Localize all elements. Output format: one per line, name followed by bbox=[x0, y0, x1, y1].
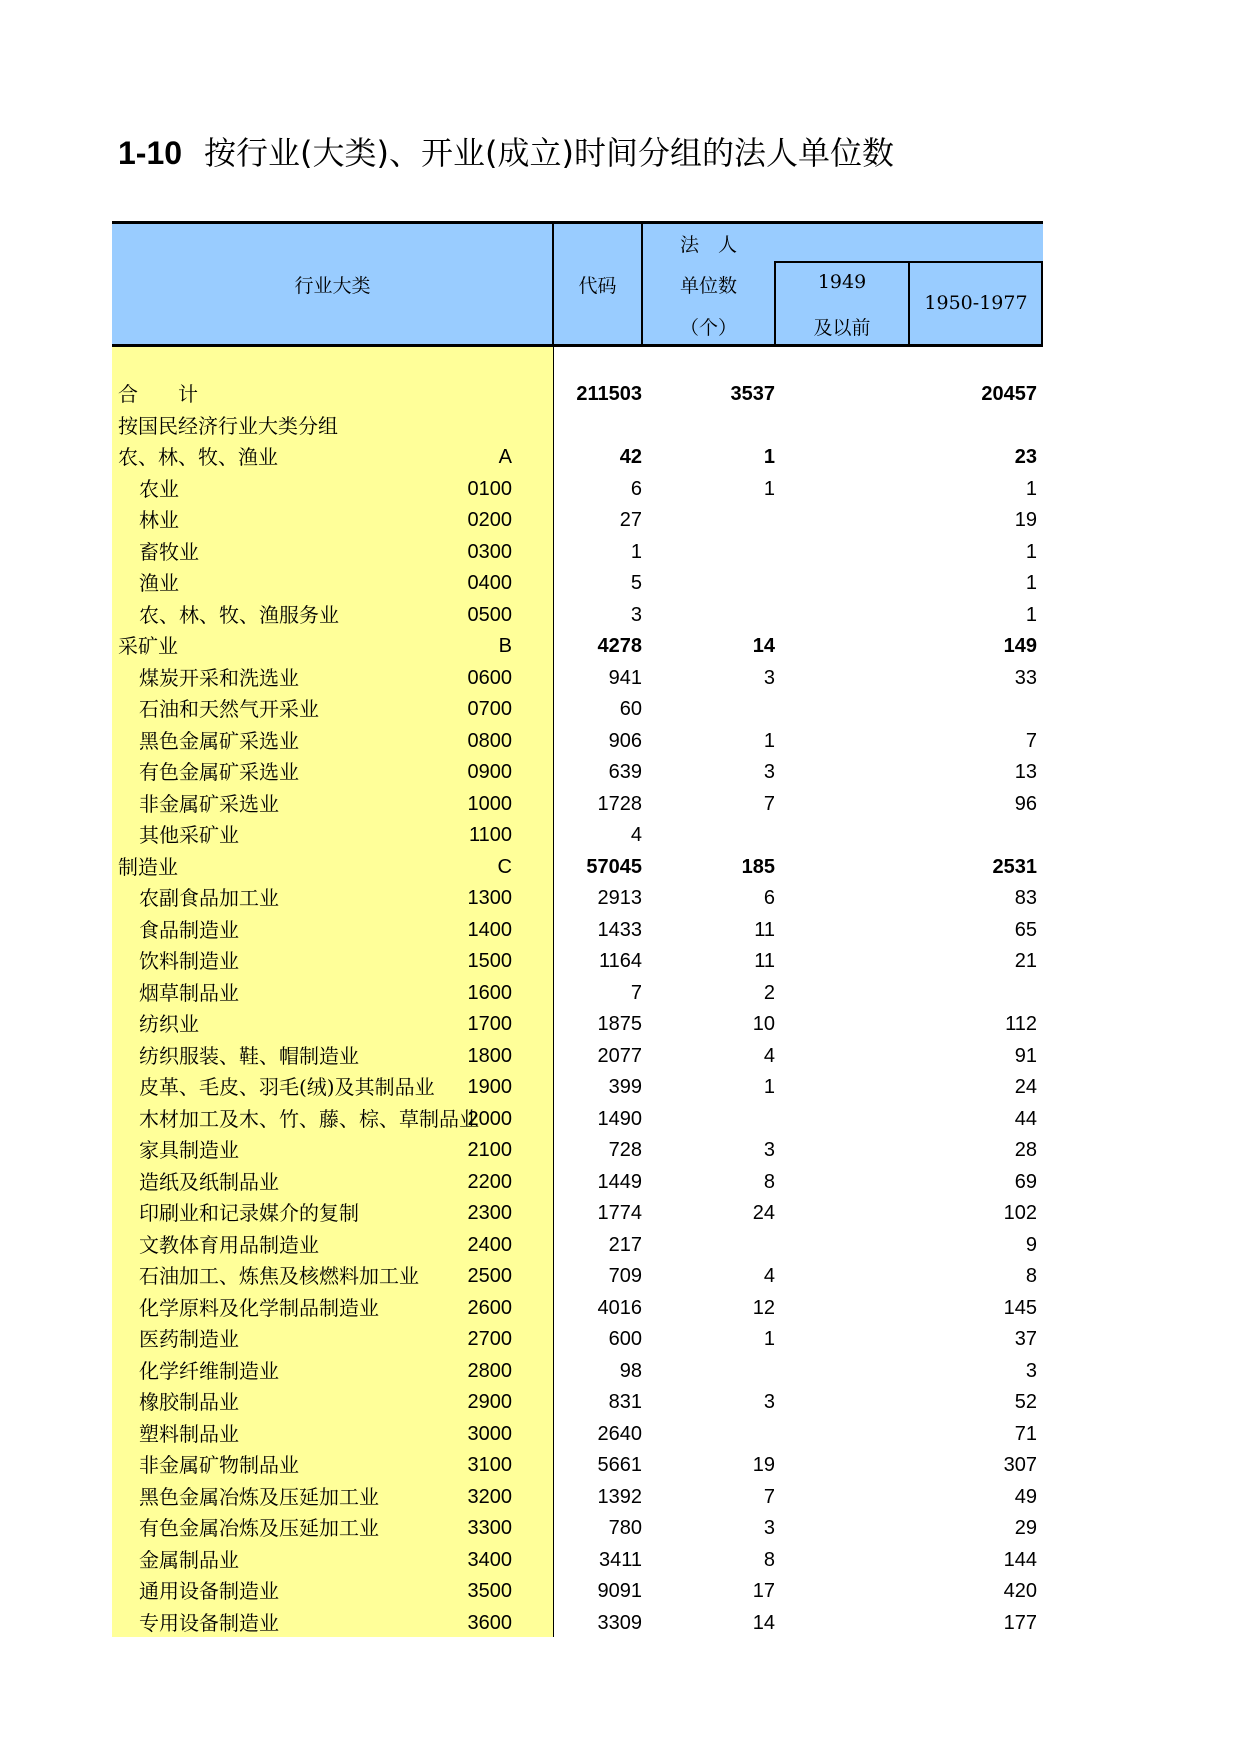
total-count: 9091 bbox=[597, 1580, 642, 1602]
count-1949-before: 19 bbox=[752, 1454, 775, 1476]
industry-code: 1900 bbox=[467, 1076, 512, 1098]
industry-code: 2500 bbox=[467, 1265, 512, 1287]
table-row bbox=[112, 568, 1043, 599]
count-1949-before: 4 bbox=[763, 1044, 775, 1067]
table-row bbox=[112, 789, 1043, 820]
industry-name: 印刷业和记录媒介的复制 bbox=[139, 1201, 359, 1225]
industry-name: 文教体育用品制造业 bbox=[139, 1232, 319, 1257]
count-1950-1977: 102 bbox=[1003, 1202, 1037, 1224]
table-row bbox=[112, 915, 1043, 946]
count-1950-1977: 52 bbox=[1014, 1391, 1037, 1413]
industry-name: 渔业 bbox=[139, 571, 179, 595]
industry-code: 1500 bbox=[467, 950, 512, 972]
count-1949-before: 17 bbox=[752, 1580, 775, 1602]
total-count: 3309 bbox=[597, 1611, 642, 1634]
industry-name: 黑色金属冶炼及压延加工业 bbox=[139, 1484, 379, 1509]
table-row bbox=[112, 1608, 1043, 1639]
industry-name: 有色金属矿采选业 bbox=[139, 760, 299, 784]
count-1949-before: 24 bbox=[752, 1202, 775, 1224]
table-row bbox=[112, 946, 1043, 977]
header-code: 代码 bbox=[578, 275, 617, 297]
total-count: 211503 bbox=[576, 383, 642, 405]
total-count: 600 bbox=[608, 1328, 642, 1350]
total-count: 1728 bbox=[597, 792, 642, 815]
total-count: 709 bbox=[608, 1265, 642, 1287]
table-title: 按行业(大类)、开业(成立)时间分组的法人单位数 bbox=[204, 134, 894, 172]
count-1950-1977: 144 bbox=[1003, 1548, 1037, 1571]
industry-code: 0700 bbox=[467, 698, 512, 720]
count-1950-1977: 1 bbox=[1025, 477, 1037, 500]
total-count: 1164 bbox=[598, 950, 642, 972]
total-count: 2913 bbox=[597, 887, 642, 909]
count-1950-1977: 33 bbox=[1014, 666, 1037, 689]
industry-name: 其他采矿业 bbox=[139, 823, 239, 847]
count-1949-before: 11 bbox=[754, 918, 775, 941]
count-1950-1977: 307 bbox=[1003, 1454, 1037, 1476]
industry-name: 专用设备制造业 bbox=[139, 1610, 279, 1635]
count-1950-1977: 37 bbox=[1014, 1328, 1037, 1350]
count-1949-before: 3 bbox=[763, 1139, 775, 1161]
count-1950-1977: 28 bbox=[1014, 1139, 1037, 1161]
total-count: 1 bbox=[630, 540, 642, 563]
industry-name: 金属制品业 bbox=[139, 1547, 239, 1572]
industry-code: 3100 bbox=[467, 1454, 512, 1476]
count-1950-1977: 149 bbox=[1003, 635, 1037, 657]
count-1950-1977: 2531 bbox=[992, 855, 1037, 878]
table-row bbox=[112, 820, 1043, 851]
count-1949-before: 1 bbox=[763, 477, 775, 500]
industry-name: 非金属矿采选业 bbox=[139, 791, 279, 816]
total-count: 60 bbox=[619, 698, 642, 720]
industry-code: 3000 bbox=[467, 1422, 512, 1445]
industry-name: 合 计 bbox=[118, 382, 198, 406]
industry-name: 通用设备制造业 bbox=[139, 1579, 279, 1603]
total-count: 941 bbox=[608, 666, 642, 689]
industry-code: 0200 bbox=[467, 509, 512, 531]
total-count: 2640 bbox=[597, 1422, 642, 1445]
industry-code: 0600 bbox=[467, 666, 512, 689]
divider bbox=[774, 261, 1043, 263]
count-1950-1977: 21 bbox=[1014, 950, 1037, 972]
table-row bbox=[112, 726, 1043, 757]
industry-name: 木材加工及木、竹、藤、棕、草制品业 bbox=[139, 1106, 479, 1131]
total-count: 1433 bbox=[597, 918, 642, 941]
table-row bbox=[112, 537, 1043, 568]
industry-code: 2700 bbox=[467, 1328, 512, 1350]
count-1949-before: 4 bbox=[763, 1265, 775, 1287]
total-count: 98 bbox=[619, 1359, 642, 1382]
total-count: 217 bbox=[608, 1233, 642, 1256]
industry-name: 林业 bbox=[139, 508, 179, 532]
industry-code: A bbox=[498, 446, 512, 468]
count-1949-before: 1 bbox=[763, 729, 775, 752]
table-row bbox=[112, 1356, 1043, 1387]
industry-name: 饮料制造业 bbox=[139, 949, 239, 973]
industry-code: 2100 bbox=[467, 1139, 512, 1161]
count-1950-1977: 8 bbox=[1025, 1265, 1037, 1287]
industry-code: B bbox=[498, 635, 512, 657]
total-count: 27 bbox=[619, 509, 642, 531]
industry-code: 0400 bbox=[467, 572, 512, 594]
industry-code: 2400 bbox=[467, 1233, 512, 1256]
count-1950-1977: 1 bbox=[1025, 572, 1037, 594]
count-1949-before: 8 bbox=[763, 1170, 775, 1193]
industry-code: 2200 bbox=[467, 1170, 512, 1193]
count-1950-1977: 20457 bbox=[981, 383, 1037, 405]
count-1950-1977: 9 bbox=[1025, 1233, 1037, 1256]
table-number: 1-10 bbox=[118, 135, 183, 171]
total-count: 7 bbox=[630, 981, 642, 1004]
table-row bbox=[112, 1104, 1043, 1135]
industry-name: 煤炭开采和洗选业 bbox=[139, 665, 299, 690]
industry-code: 3400 bbox=[467, 1548, 512, 1571]
count-1950-1977: 24 bbox=[1014, 1076, 1037, 1098]
industry-name: 塑料制品业 bbox=[139, 1421, 239, 1446]
table-row bbox=[112, 1041, 1043, 1072]
total-count: 1875 bbox=[597, 1013, 642, 1035]
industry-name: 家具制造业 bbox=[139, 1138, 239, 1162]
table-row bbox=[112, 1198, 1043, 1229]
total-count: 5 bbox=[630, 572, 642, 594]
table-row bbox=[112, 694, 1043, 725]
table-row bbox=[112, 600, 1043, 631]
industry-code: 1300 bbox=[467, 887, 512, 909]
industry-name: 化学纤维制造业 bbox=[139, 1358, 279, 1383]
table-row bbox=[112, 1230, 1043, 1261]
table-row bbox=[112, 411, 1043, 442]
total-count: 3411 bbox=[598, 1548, 642, 1571]
industry-code: 1000 bbox=[467, 792, 512, 815]
total-count: 2077 bbox=[597, 1044, 642, 1067]
industry-name: 食品制造业 bbox=[139, 917, 239, 942]
industry-code: 1600 bbox=[467, 981, 512, 1004]
table-row bbox=[112, 1167, 1043, 1198]
total-count: 831 bbox=[608, 1391, 642, 1413]
total-count: 906 bbox=[608, 729, 642, 752]
industry-code: 2800 bbox=[467, 1359, 512, 1382]
count-1950-1977: 49 bbox=[1014, 1485, 1037, 1508]
count-1950-1977: 65 bbox=[1014, 918, 1037, 941]
total-count: 780 bbox=[608, 1517, 642, 1539]
table-row bbox=[112, 663, 1043, 694]
industry-name: 农、林、牧、渔业 bbox=[118, 445, 278, 469]
table-row bbox=[112, 1135, 1043, 1166]
header-legal-mid: 单位数 bbox=[679, 275, 737, 297]
industry-name: 皮革、毛皮、羽毛(绒)及其制品业 bbox=[139, 1075, 435, 1099]
table-row bbox=[112, 1072, 1043, 1103]
table-row bbox=[112, 1513, 1043, 1544]
count-1949-before: 3537 bbox=[730, 383, 775, 405]
industry-code: 3500 bbox=[467, 1580, 512, 1602]
total-count: 42 bbox=[619, 446, 642, 468]
header-1950-1977: 1950-1977 bbox=[924, 292, 1028, 314]
industry-code: 3300 bbox=[467, 1517, 512, 1539]
count-1949-before: 3 bbox=[763, 666, 775, 689]
count-1949-before: 14 bbox=[752, 635, 775, 657]
industry-code: 1400 bbox=[467, 918, 512, 941]
total-count: 1449 bbox=[597, 1170, 642, 1193]
total-count: 728 bbox=[608, 1139, 642, 1161]
industry-code: 2300 bbox=[467, 1202, 512, 1224]
total-count: 5661 bbox=[597, 1454, 642, 1476]
count-1949-before: 12 bbox=[752, 1296, 775, 1319]
count-1949-before: 7 bbox=[763, 792, 775, 815]
count-1949-before: 6 bbox=[763, 887, 775, 909]
industry-name: 有色金属冶炼及压延加工业 bbox=[139, 1516, 379, 1540]
industry-code: 1100 bbox=[468, 824, 512, 846]
table-row bbox=[112, 883, 1043, 914]
count-1950-1977: 420 bbox=[1003, 1580, 1037, 1602]
table-row bbox=[112, 1293, 1043, 1324]
table-row bbox=[112, 757, 1043, 788]
total-count: 399 bbox=[608, 1076, 642, 1098]
industry-name: 纺织服装、鞋、帽制造业 bbox=[139, 1043, 359, 1068]
count-1950-1977: 7 bbox=[1025, 729, 1037, 752]
count-1950-1977: 177 bbox=[1003, 1611, 1037, 1634]
count-1949-before: 1 bbox=[763, 1328, 775, 1350]
table-row bbox=[112, 1261, 1043, 1292]
industry-code: 1700 bbox=[467, 1013, 512, 1035]
total-count: 3 bbox=[630, 603, 642, 626]
total-count: 4 bbox=[630, 824, 642, 846]
count-1949-before: 185 bbox=[741, 855, 775, 878]
count-1950-1977: 145 bbox=[1003, 1296, 1037, 1319]
count-1950-1977: 71 bbox=[1014, 1422, 1037, 1445]
industry-code: 3200 bbox=[467, 1485, 512, 1508]
table-row bbox=[112, 1576, 1043, 1607]
count-1949-before: 2 bbox=[763, 981, 775, 1004]
industry-name: 制造业 bbox=[118, 854, 178, 879]
count-1949-before: 1 bbox=[763, 1076, 775, 1098]
industry-code: 1800 bbox=[467, 1044, 512, 1067]
industry-code: 3600 bbox=[467, 1611, 512, 1634]
count-1950-1977: 3 bbox=[1025, 1359, 1037, 1382]
count-1950-1977: 29 bbox=[1014, 1517, 1037, 1539]
count-1950-1977: 96 bbox=[1014, 792, 1037, 815]
count-1949-before: 3 bbox=[763, 1391, 775, 1413]
total-count: 639 bbox=[608, 761, 642, 783]
table-row bbox=[112, 1482, 1043, 1513]
count-1949-before: 14 bbox=[752, 1611, 775, 1634]
industry-name: 采矿业 bbox=[118, 634, 178, 658]
table-row bbox=[112, 1545, 1043, 1576]
industry-name: 烟草制品业 bbox=[139, 980, 239, 1005]
table-row bbox=[112, 379, 1043, 410]
total-count: 6 bbox=[630, 477, 642, 500]
industry-name: 橡胶制品业 bbox=[139, 1390, 239, 1414]
count-1950-1977: 1 bbox=[1025, 603, 1037, 626]
header-1949-b: 及以前 bbox=[813, 317, 871, 339]
industry-name: 农业 bbox=[139, 476, 179, 501]
count-1950-1977: 112 bbox=[1005, 1013, 1037, 1035]
count-1950-1977: 91 bbox=[1014, 1044, 1037, 1067]
count-1950-1977: 69 bbox=[1014, 1170, 1037, 1193]
industry-name: 造纸及纸制品业 bbox=[139, 1169, 279, 1194]
count-1950-1977: 1 bbox=[1025, 540, 1037, 563]
industry-name: 黑色金属矿采选业 bbox=[139, 728, 299, 753]
header-1949-a: 1949 bbox=[817, 271, 867, 293]
total-count: 4016 bbox=[597, 1296, 642, 1319]
table-row bbox=[112, 474, 1043, 505]
total-count: 1490 bbox=[597, 1107, 642, 1130]
industry-name: 非金属矿物制品业 bbox=[139, 1453, 299, 1477]
table-row bbox=[112, 1450, 1043, 1481]
industry-name: 农副食品加工业 bbox=[139, 886, 279, 910]
table-row bbox=[112, 631, 1043, 662]
industry-code: 0300 bbox=[467, 540, 512, 563]
industry-name: 化学原料及化学制品制造业 bbox=[139, 1295, 379, 1320]
table-row bbox=[112, 1324, 1043, 1355]
count-1949-before: 1 bbox=[763, 446, 775, 468]
industry-name: 畜牧业 bbox=[139, 539, 199, 564]
count-1949-before: 11 bbox=[754, 950, 775, 972]
count-1949-before: 8 bbox=[763, 1548, 775, 1571]
industry-name: 医药制造业 bbox=[139, 1327, 239, 1351]
count-1949-before: 10 bbox=[752, 1013, 775, 1035]
total-count: 1774 bbox=[597, 1202, 642, 1224]
industry-name: 石油和天然气开采业 bbox=[139, 697, 319, 721]
table-row bbox=[112, 978, 1043, 1009]
total-count: 4278 bbox=[597, 635, 642, 657]
count-1949-before: 3 bbox=[763, 761, 775, 783]
count-1949-before: 3 bbox=[763, 1517, 775, 1539]
industry-name: 纺织业 bbox=[139, 1012, 199, 1036]
industry-code: C bbox=[497, 855, 512, 878]
industry-code: 2000 bbox=[467, 1107, 512, 1130]
count-1950-1977: 44 bbox=[1014, 1107, 1037, 1130]
industry-code: 0100 bbox=[467, 477, 512, 500]
count-1950-1977: 83 bbox=[1014, 887, 1037, 909]
header-industry: 行业大类 bbox=[294, 275, 371, 297]
industry-name: 按国民经济行业大类分组 bbox=[118, 413, 338, 438]
industry-name: 农、林、牧、渔服务业 bbox=[139, 602, 339, 627]
total-count: 1392 bbox=[597, 1485, 642, 1508]
count-1950-1977: 19 bbox=[1014, 509, 1037, 531]
industry-name: 石油加工、炼焦及核燃料加工业 bbox=[139, 1264, 419, 1288]
industry-code: 0500 bbox=[467, 603, 512, 626]
header-legal-unit: （个） bbox=[679, 317, 737, 339]
industry-code: 2900 bbox=[467, 1391, 512, 1413]
page-title bbox=[118, 128, 894, 174]
count-1950-1977: 23 bbox=[1014, 446, 1037, 468]
table-row bbox=[112, 852, 1043, 883]
count-1950-1977: 13 bbox=[1014, 761, 1037, 783]
industry-code: 2600 bbox=[467, 1296, 512, 1319]
industry-code: 0900 bbox=[467, 761, 512, 783]
industry-code: 0800 bbox=[467, 729, 512, 752]
table-row bbox=[112, 1419, 1043, 1450]
table-row bbox=[112, 1387, 1043, 1418]
table-row bbox=[112, 442, 1043, 473]
total-count: 57045 bbox=[586, 855, 642, 878]
count-1949-before: 7 bbox=[763, 1485, 775, 1508]
table-row bbox=[112, 505, 1043, 536]
header-legal-top: 法 人 bbox=[679, 234, 737, 256]
table-row bbox=[112, 1009, 1043, 1040]
